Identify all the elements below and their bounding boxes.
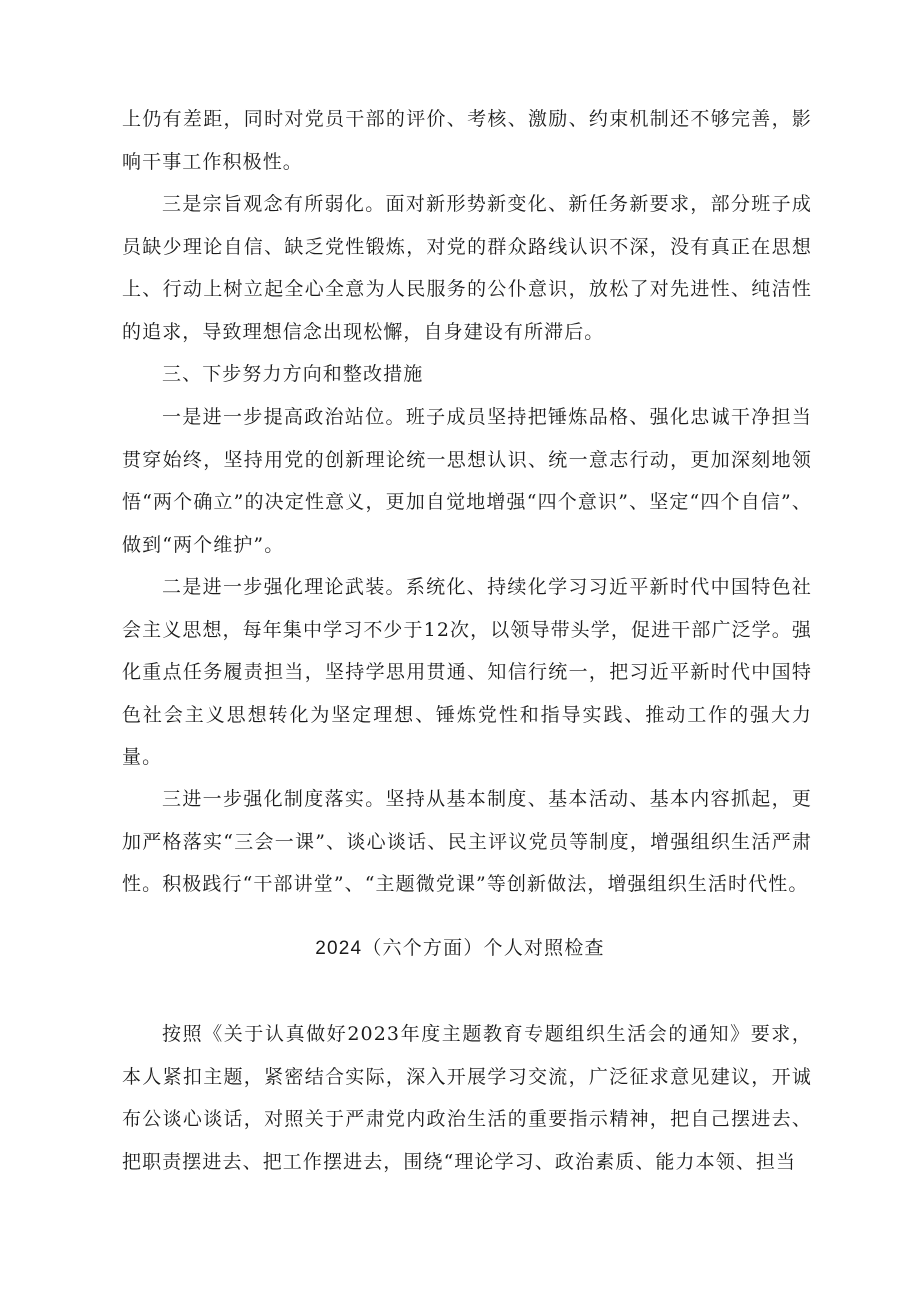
section-title	[0, 929, 920, 968]
paragraph-intro: 按照《关于认真做好2023年度主题教育专题组织生活会的通知》要求，本人紧扣主题，紧密结合实际，深入开展学习交流，广泛征求意见建议，开诚布公谈心谈话，对照关于严肃党内政治生活的重要指示精神，把自己摆进去、把职责摆进去、把工作摆进去，围绕“理论学习、政治素质、能力本领、担当	[122, 1023, 812, 1173]
section-title-text: （六个方面）个人对照检查	[362, 937, 605, 959]
paragraph-measure-one: 一是进一步提高政治站位。班子成员坚持把锤炼品格、强化忠诚干净担当贯穿始终，坚持用党的创新理论统一思想认识、统一意志行动，更加深刻地领悟“两个确立”的决定性意义，更加自觉地增强“四个意识”、坚定“四个自信”、做到“两个维护”。	[122, 406, 812, 556]
paragraph-measure-two: 二是进一步强化理论武装。系统化、持续化学习习近平新时代中国特色社会主义思想，每年集中学习不少于12次，以领导带头学，促进干部广泛学。强化重点任务履责担当，坚持学思用贯通、知信行统一，把习近平新时代中国特色社会主义思想转化为坚定理想、锤炼党性和指导实践、推动工作的强大力量。	[122, 576, 812, 768]
paragraph-third-issue: 三是宗旨观念有所弱化。面对新形势新变化、新任务新要求，部分班子成员缺少理论自信、缺乏党性锻炼，对党的群众路线认识不深，没有真正在思想上、行动上树立起全心全意为人民服务的公仆意识，放松了对先进性、纯洁性的追求，导致理想信念出现松懈，自身建设有所滞后。	[122, 193, 812, 343]
section-heading-measures: 三、下步努力方向和整改措施	[162, 363, 424, 385]
paragraph-continuation: 上仍有差距，同时对党员干部的评价、考核、激励、约束机制还不够完善，影响干事工作积极性。	[122, 108, 812, 173]
paragraph-measure-three: 三进一步强化制度落实。坚持从基本制度、基本活动、基本内容抓起，更加严格落实“三会一课”、谈心谈话、民主评议党员等制度，增强组织生活严肃性。积极践行“干部讲堂”、“主题微党课”等创新做法，增强组织生活时代性。	[122, 788, 812, 895]
section-title-year: 2024	[315, 938, 363, 959]
